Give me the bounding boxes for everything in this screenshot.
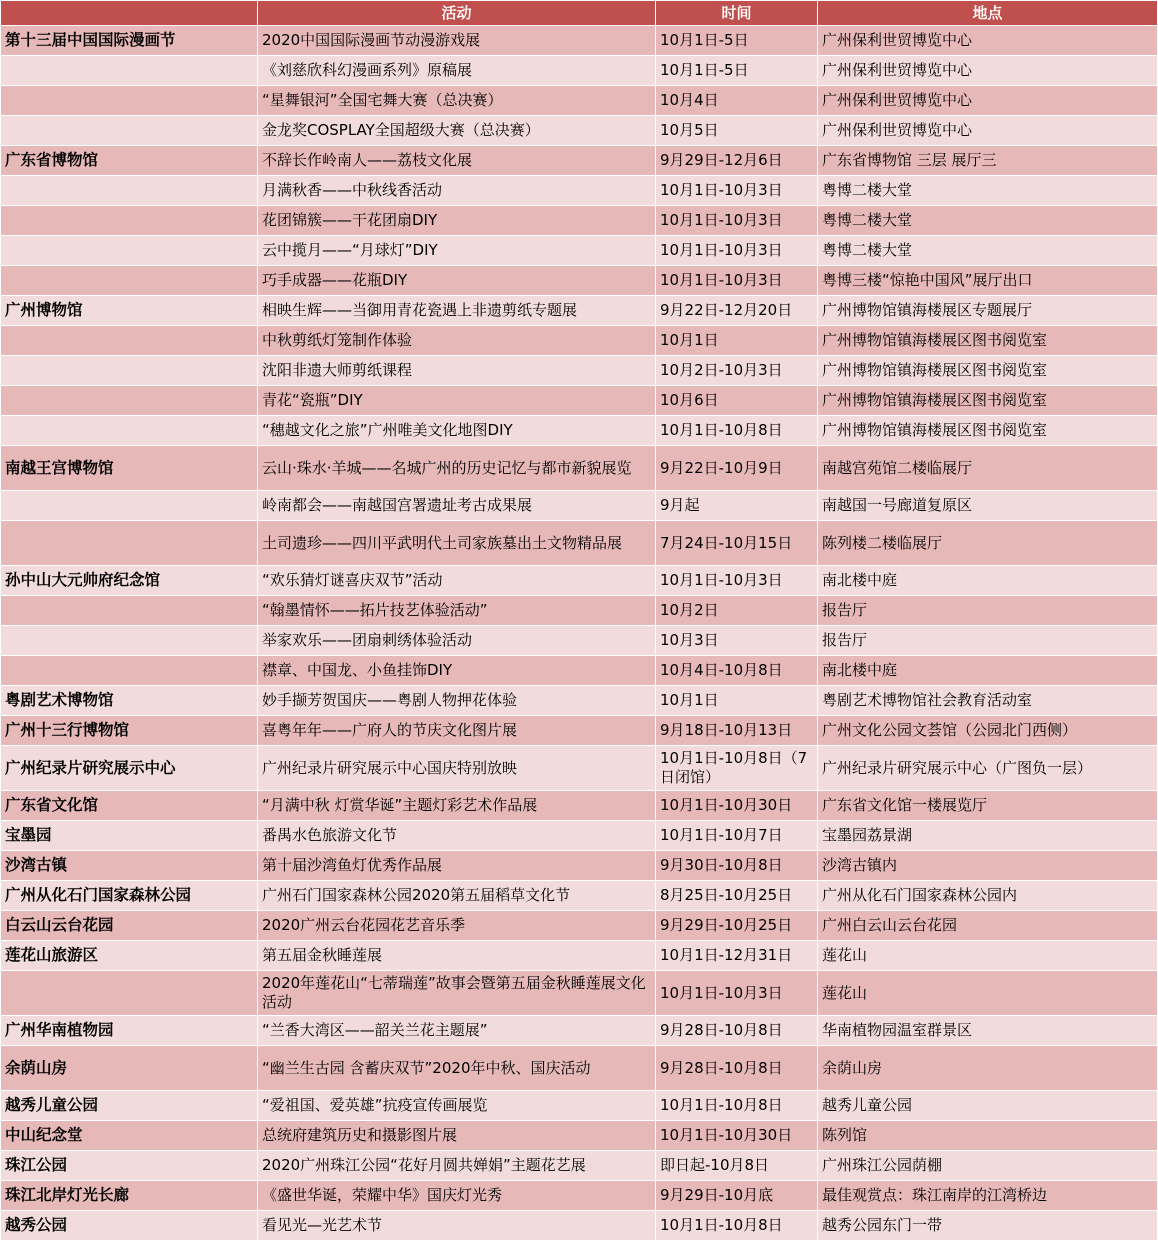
venue-cell	[1, 656, 258, 686]
venue-cell	[1, 116, 258, 146]
place-cell: 广州珠江公园荫棚	[818, 1151, 1158, 1181]
place-cell: 粤剧艺术博物馆社会教育活动室	[818, 686, 1158, 716]
place-cell: 广州保利世贸博览中心	[818, 86, 1158, 116]
venue-cell	[1, 596, 258, 626]
table-row	[1, 356, 1158, 386]
time-cell: 9月30日-10月8日	[656, 851, 818, 881]
time-cell: 10月1日	[656, 326, 818, 356]
venue-cell: 宝墨园	[1, 821, 258, 851]
table-row	[1, 266, 1158, 296]
activity-cell: “月满中秋 灯赏华诞”主题灯彩艺术作品展	[258, 791, 656, 821]
activity-cell: 看见光—光艺术节	[258, 1211, 656, 1241]
place-cell: 广东省文化馆一楼展览厅	[818, 791, 1158, 821]
venue-cell: 越秀公园	[1, 1211, 258, 1241]
time-cell: 10月6日	[656, 386, 818, 416]
table-row	[1, 791, 1158, 821]
time-cell: 10月1日-10月3日	[656, 236, 818, 266]
venue-cell: 南越王宫博物馆	[1, 446, 258, 491]
time-cell: 10月1日-10月30日	[656, 1121, 818, 1151]
activity-cell: 襟章、中国龙、小鱼挂饰DIY	[258, 656, 656, 686]
activity-cell: 青花“瓷瓶”DIY	[258, 386, 656, 416]
time-cell: 10月2日-10月3日	[656, 356, 818, 386]
activity-cell: 月满秋香——中秋线香活动	[258, 176, 656, 206]
place-cell: 陈列楼二楼临展厅	[818, 521, 1158, 566]
place-cell: 广州博物馆镇海楼展区图书阅览室	[818, 326, 1158, 356]
time-cell: 即日起-10月8日	[656, 1151, 818, 1181]
table-row	[1, 656, 1158, 686]
place-cell: 南越宫苑馆二楼临展厅	[818, 446, 1158, 491]
activity-cell: 广州纪录片研究展示中心国庆特别放映	[258, 746, 656, 791]
table-row	[1, 176, 1158, 206]
place-cell: 沙湾古镇内	[818, 851, 1158, 881]
table-row	[1, 416, 1158, 446]
activity-cell: 土司遗珍——四川平武明代土司家族墓出土文物精品展	[258, 521, 656, 566]
time-cell: 10月1日-10月8日	[656, 1091, 818, 1121]
venue-cell	[1, 386, 258, 416]
time-cell: 10月1日-12月31日	[656, 941, 818, 971]
activity-cell: 广州石门国家森林公园2020第五届稻草文化节	[258, 881, 656, 911]
place-cell: 粤博二楼大堂	[818, 176, 1158, 206]
venue-cell	[1, 176, 258, 206]
time-cell: 10月3日	[656, 626, 818, 656]
time-cell: 10月1日-10月8日	[656, 1211, 818, 1241]
activity-cell: 云中揽月——“月球灯”DIY	[258, 236, 656, 266]
time-cell: 10月1日	[656, 686, 818, 716]
activity-cell: “幽兰生古园 含蓄庆双节”2020年中秋、国庆活动	[258, 1046, 656, 1091]
table-row	[1, 851, 1158, 881]
time-cell: 7月24日-10月15日	[656, 521, 818, 566]
venue-cell	[1, 236, 258, 266]
time-cell: 9月29日-10月底	[656, 1181, 818, 1211]
table-row	[1, 686, 1158, 716]
activity-cell: 妙手撷芳贺国庆——粤剧人物押花体验	[258, 686, 656, 716]
header-venue	[1, 1, 258, 26]
time-cell: 10月1日-10月3日	[656, 566, 818, 596]
time-cell: 10月4日	[656, 86, 818, 116]
place-cell: 南北楼中庭	[818, 656, 1158, 686]
activity-cell: 花团锦簇——干花团扇DIY	[258, 206, 656, 236]
place-cell: 陈列馆	[818, 1121, 1158, 1151]
place-cell: 广州保利世贸博览中心	[818, 56, 1158, 86]
place-cell: 粤博二楼大堂	[818, 236, 1158, 266]
activity-cell: 第五届金秋睡莲展	[258, 941, 656, 971]
time-cell: 10月1日-5日	[656, 26, 818, 56]
table-row	[1, 146, 1158, 176]
place-cell: 南越国一号廊道复原区	[818, 491, 1158, 521]
table-row	[1, 236, 1158, 266]
table-row	[1, 446, 1158, 491]
time-cell: 10月1日-10月3日	[656, 206, 818, 236]
activity-cell: 中秋剪纸灯笼制作体验	[258, 326, 656, 356]
place-cell: 广州保利世贸博览中心	[818, 116, 1158, 146]
venue-cell: 广东省博物馆	[1, 146, 258, 176]
place-cell: 莲花山	[818, 941, 1158, 971]
venue-cell: 广州华南植物园	[1, 1016, 258, 1046]
table-row	[1, 26, 1158, 56]
table-row	[1, 386, 1158, 416]
place-cell: 粤博二楼大堂	[818, 206, 1158, 236]
time-cell: 10月2日	[656, 596, 818, 626]
table-row	[1, 941, 1158, 971]
place-cell: 广州保利世贸博览中心	[818, 26, 1158, 56]
activity-cell: “穗越文化之旅”广州唯美文化地图DIY	[258, 416, 656, 446]
table-row	[1, 1151, 1158, 1181]
venue-cell	[1, 56, 258, 86]
table-row	[1, 86, 1158, 116]
table-row	[1, 326, 1158, 356]
activity-cell: “欢乐猜灯谜喜庆双节”活动	[258, 566, 656, 596]
place-cell: 广州白云山云台花园	[818, 911, 1158, 941]
table-row	[1, 1211, 1158, 1241]
place-cell: 粤博三楼“惊艳中国风”展厅出口	[818, 266, 1158, 296]
place-cell: 越秀公园东门一带	[818, 1211, 1158, 1241]
activity-cell: 2020中国国际漫画节动漫游戏展	[258, 26, 656, 56]
venue-cell: 白云山云台花园	[1, 911, 258, 941]
time-cell: 10月1日-10月8日	[656, 416, 818, 446]
venue-cell	[1, 626, 258, 656]
place-cell: 最佳观赏点：珠江南岸的江湾桥边	[818, 1181, 1158, 1211]
activity-cell: 《刘慈欣科幻漫画系列》原稿展	[258, 56, 656, 86]
time-cell: 9月29日-12月6日	[656, 146, 818, 176]
venue-cell: 珠江公园	[1, 1151, 258, 1181]
place-cell: 广州博物馆镇海楼展区图书阅览室	[818, 356, 1158, 386]
venue-cell: 广州博物馆	[1, 296, 258, 326]
venue-cell: 粤剧艺术博物馆	[1, 686, 258, 716]
venue-cell: 第十三届中国国际漫画节	[1, 26, 258, 56]
activity-cell: 不辞长作岭南人——荔枝文化展	[258, 146, 656, 176]
place-cell: 越秀儿童公园	[818, 1091, 1158, 1121]
activity-cell: “星舞银河”全国宅舞大赛（总决赛）	[258, 86, 656, 116]
time-cell: 9月18日-10月13日	[656, 716, 818, 746]
place-cell: 华南植物园温室群景区	[818, 1016, 1158, 1046]
table-row	[1, 521, 1158, 566]
time-cell: 9月29日-10月25日	[656, 911, 818, 941]
activity-cell: 巧手成器——花瓶DIY	[258, 266, 656, 296]
venue-cell: 余荫山房	[1, 1046, 258, 1091]
time-cell: 8月25日-10月25日	[656, 881, 818, 911]
activity-cell: 第十届沙湾鱼灯优秀作品展	[258, 851, 656, 881]
table-row	[1, 881, 1158, 911]
place-cell: 广州博物馆镇海楼展区图书阅览室	[818, 386, 1158, 416]
activity-cell: 2020广州珠江公园“花好月圆共婵娟”主题花艺展	[258, 1151, 656, 1181]
place-cell: 宝墨园荔景湖	[818, 821, 1158, 851]
table-row	[1, 626, 1158, 656]
activity-cell: 岭南都会——南越国宫署遗址考古成果展	[258, 491, 656, 521]
venue-cell	[1, 971, 258, 1016]
activity-cell: 沈阳非遗大师剪纸课程	[258, 356, 656, 386]
table-row	[1, 1091, 1158, 1121]
time-cell: 10月4日-10月8日	[656, 656, 818, 686]
venue-cell	[1, 326, 258, 356]
activity-cell: “兰香大湾区——韶关兰花主题展”	[258, 1016, 656, 1046]
venue-cell: 中山纪念堂	[1, 1121, 258, 1151]
table-row	[1, 566, 1158, 596]
venue-cell	[1, 266, 258, 296]
activity-cell: 《盛世华诞，荣耀中华》国庆灯光秀	[258, 1181, 656, 1211]
table-body	[1, 26, 1158, 1241]
time-cell: 9月28日-10月8日	[656, 1016, 818, 1046]
table-row	[1, 911, 1158, 941]
activity-cell: 举家欢乐——团扇刺绣体验活动	[258, 626, 656, 656]
venue-cell: 越秀儿童公园	[1, 1091, 258, 1121]
header-activity: 活动	[258, 1, 656, 26]
activity-cell: 2020广州云台花园花艺音乐季	[258, 911, 656, 941]
venue-cell: 珠江北岸灯光长廊	[1, 1181, 258, 1211]
activity-cell: “翰墨情怀——拓片技艺体验活动”	[258, 596, 656, 626]
time-cell: 10月1日-5日	[656, 56, 818, 86]
time-cell: 10月1日-10月8日（7日闭馆）	[656, 746, 818, 791]
time-cell: 9月22日-12月20日	[656, 296, 818, 326]
venue-cell: 广州纪录片研究展示中心	[1, 746, 258, 791]
place-cell: 报告厅	[818, 596, 1158, 626]
table-row	[1, 491, 1158, 521]
table-row	[1, 296, 1158, 326]
place-cell: 广州博物馆镇海楼展区图书阅览室	[818, 416, 1158, 446]
table-row	[1, 1016, 1158, 1046]
table-row	[1, 596, 1158, 626]
activity-cell: 总统府建筑历史和摄影图片展	[258, 1121, 656, 1151]
venue-cell	[1, 491, 258, 521]
time-cell: 10月1日-10月7日	[656, 821, 818, 851]
table-row	[1, 1046, 1158, 1091]
time-cell: 9月22日-10月9日	[656, 446, 818, 491]
activity-cell: “爱祖国、爱英雄”抗疫宣传画展览	[258, 1091, 656, 1121]
header-time: 时间	[656, 1, 818, 26]
venue-cell: 广州十三行博物馆	[1, 716, 258, 746]
venue-cell	[1, 86, 258, 116]
place-cell: 余荫山房	[818, 1046, 1158, 1091]
venue-cell: 广州从化石门国家森林公园	[1, 881, 258, 911]
time-cell: 10月5日	[656, 116, 818, 146]
activity-cell: 番禺水色旅游文化节	[258, 821, 656, 851]
header-row	[1, 1, 1158, 26]
table-row	[1, 1121, 1158, 1151]
table-row	[1, 116, 1158, 146]
table-row	[1, 971, 1158, 1016]
venue-cell	[1, 416, 258, 446]
activity-cell: 云山·珠水·羊城——名城广州的历史记忆与都市新貌展览	[258, 446, 656, 491]
venue-cell: 沙湾古镇	[1, 851, 258, 881]
time-cell: 10月1日-10月30日	[656, 791, 818, 821]
activity-cell: 喜粤年年——广府人的节庆文化图片展	[258, 716, 656, 746]
venue-cell: 广东省文化馆	[1, 791, 258, 821]
activity-cell: 金龙奖COSPLAY全国超级大赛（总决赛）	[258, 116, 656, 146]
place-cell: 莲花山	[818, 971, 1158, 1016]
table-row	[1, 1181, 1158, 1211]
time-cell: 9月起	[656, 491, 818, 521]
time-cell: 10月1日-10月3日	[656, 971, 818, 1016]
place-cell: 广州从化石门国家森林公园内	[818, 881, 1158, 911]
place-cell: 广州纪录片研究展示中心（广图负一层）	[818, 746, 1158, 791]
time-cell: 10月1日-10月3日	[656, 176, 818, 206]
place-cell: 广州文化公园文荟馆（公园北门西侧）	[818, 716, 1158, 746]
table-row	[1, 821, 1158, 851]
activity-cell: 相映生辉——当御用青花瓷遇上非遗剪纸专题展	[258, 296, 656, 326]
time-cell: 10月1日-10月3日	[656, 266, 818, 296]
time-cell: 9月28日-10月8日	[656, 1046, 818, 1091]
table-row	[1, 56, 1158, 86]
venue-cell	[1, 521, 258, 566]
venue-cell: 孙中山大元帅府纪念馆	[1, 566, 258, 596]
table-row	[1, 206, 1158, 236]
place-cell: 报告厅	[818, 626, 1158, 656]
header-place: 地点	[818, 1, 1158, 26]
table-row	[1, 716, 1158, 746]
place-cell: 广东省博物馆 三层 展厅三	[818, 146, 1158, 176]
venue-cell: 莲花山旅游区	[1, 941, 258, 971]
place-cell: 广州博物馆镇海楼展区专题展厅	[818, 296, 1158, 326]
activity-cell: 2020年莲花山“七蒂瑞莲”故事会暨第五届金秋睡莲展文化活动	[258, 971, 656, 1016]
venue-cell	[1, 206, 258, 236]
venue-cell	[1, 356, 258, 386]
table-row	[1, 746, 1158, 791]
place-cell: 南北楼中庭	[818, 566, 1158, 596]
